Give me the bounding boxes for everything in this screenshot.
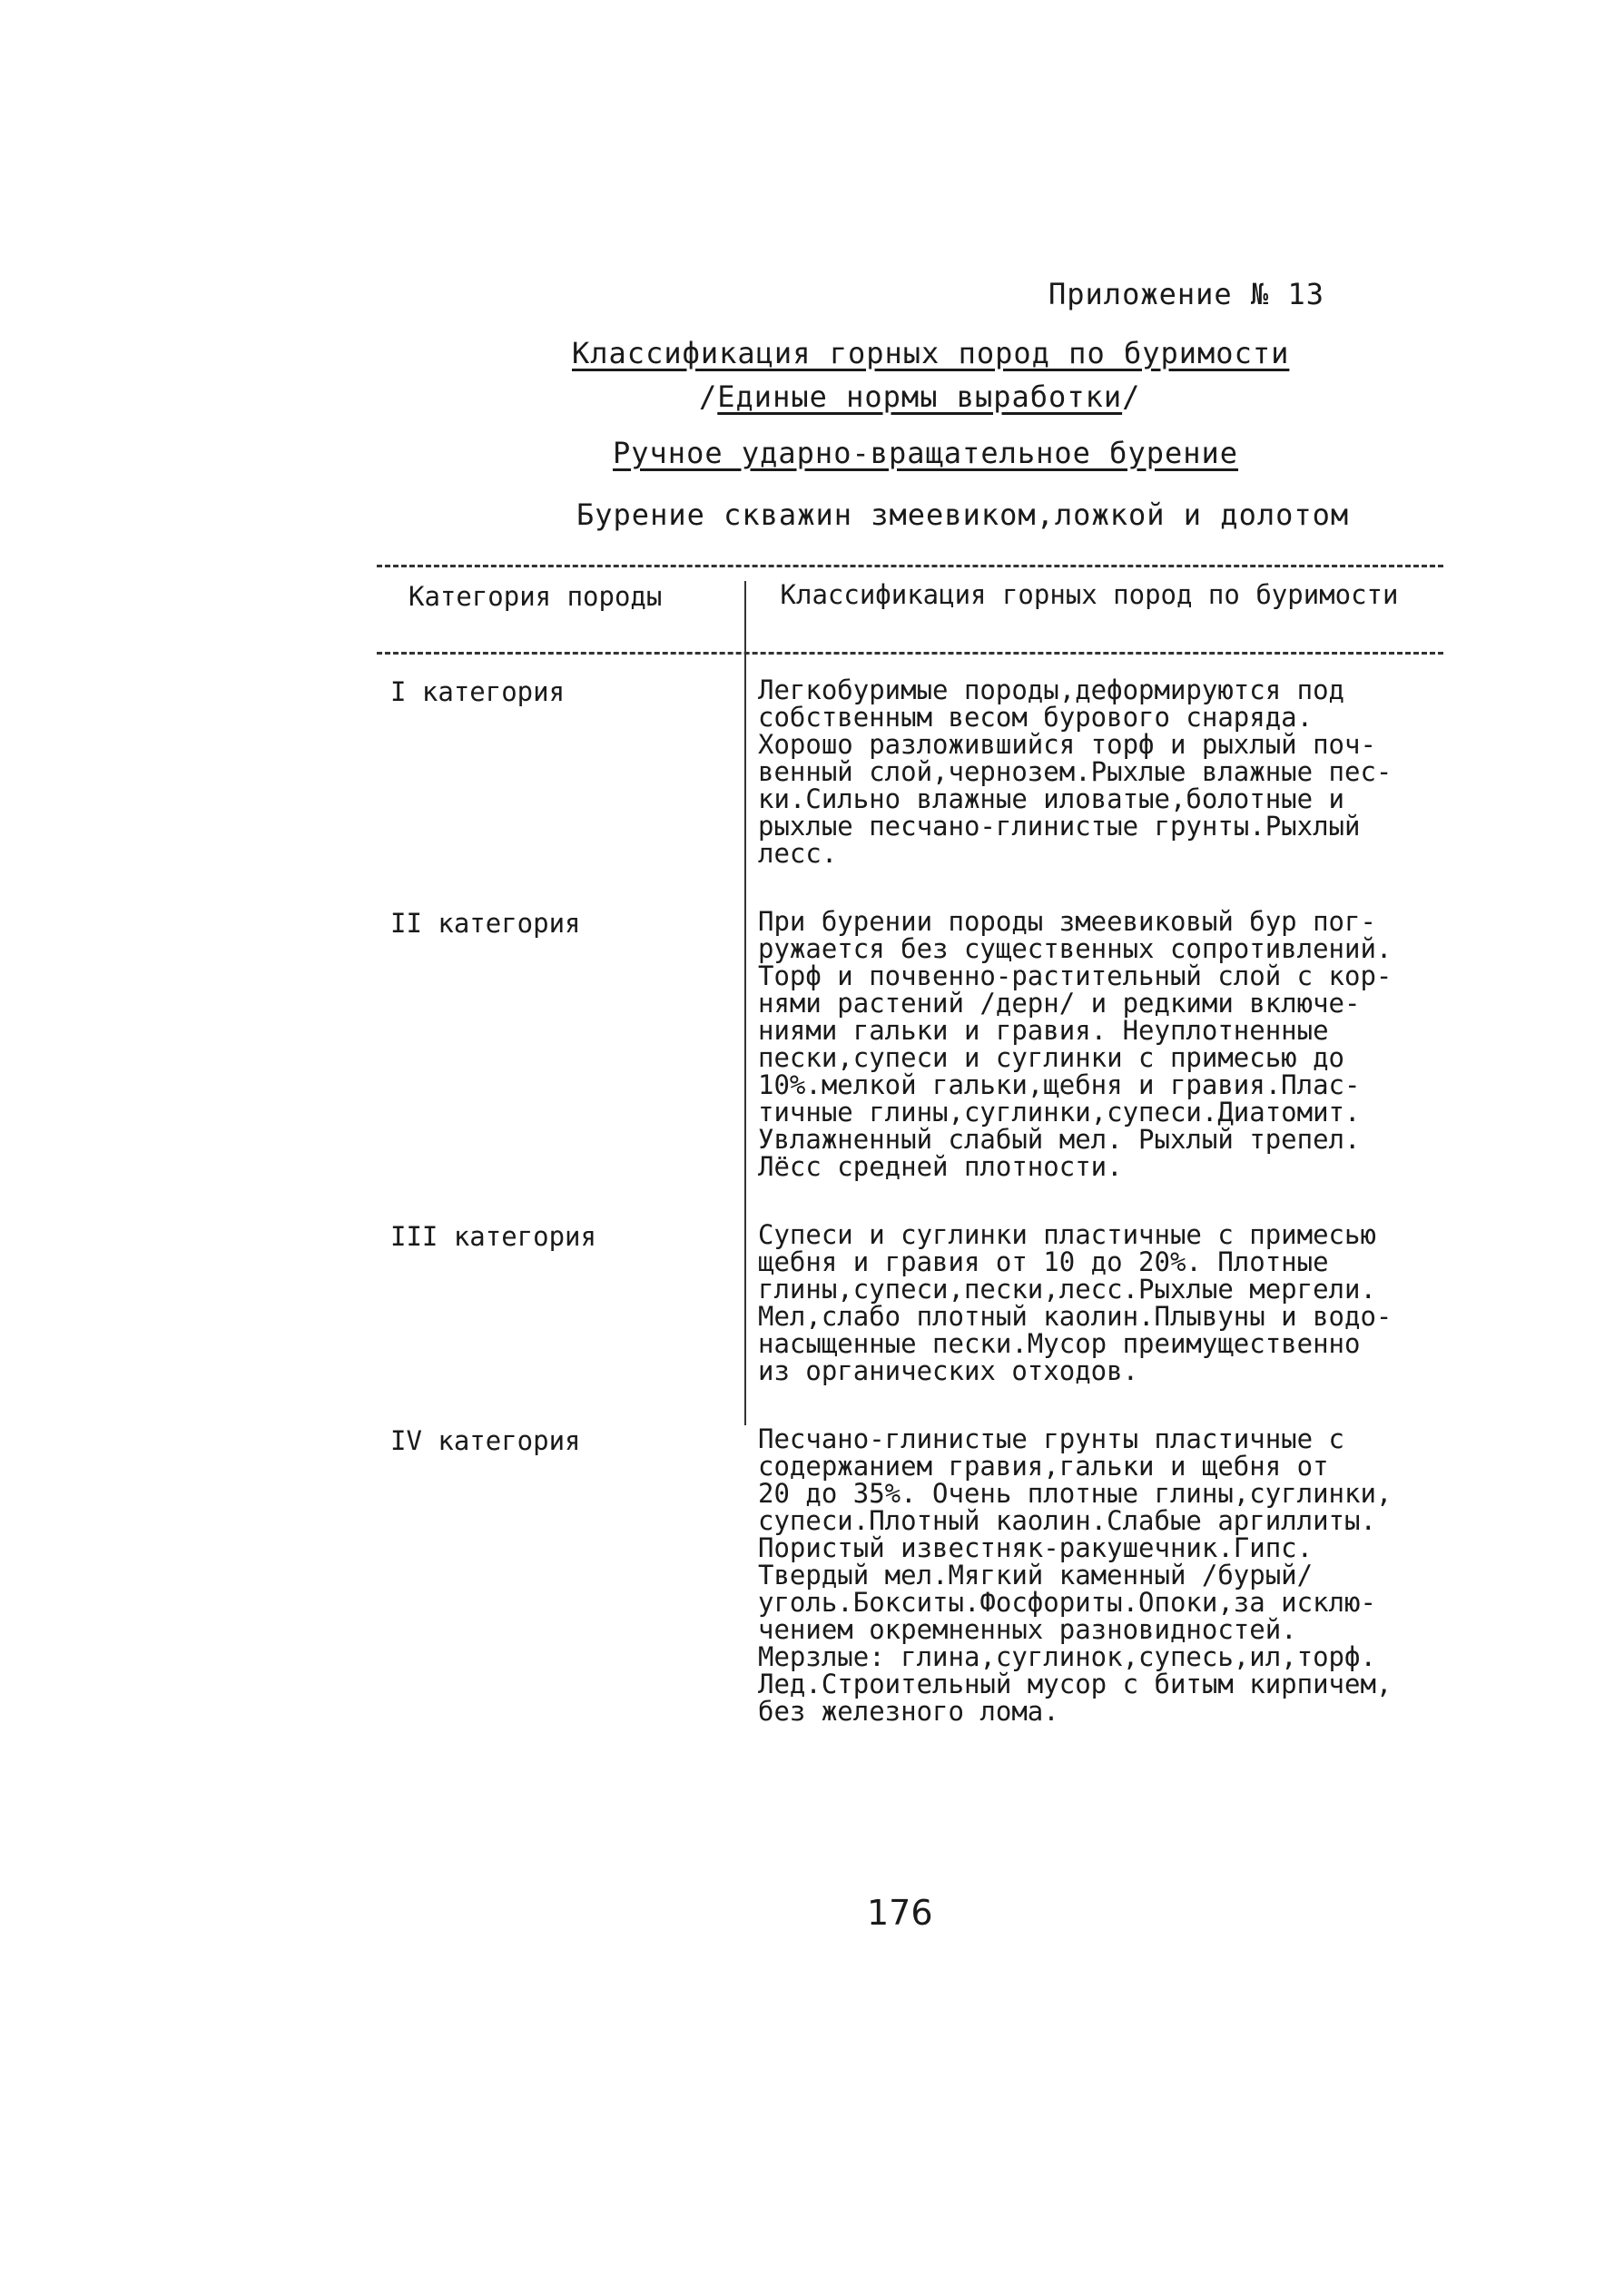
table-row-description: Легкобуримые породы,деформируются под собственным весом бурового снаряда. Хорошо разложившийся торф и рыхлый поч- венный слой,чернозем.Рыхлые влажные пес- ки.Сильно влажные иловатые,болотные и рыхлые песчано-глинистые грунты.Рыхлый лесс. [758, 675, 1393, 869]
document-title-source [699, 379, 1140, 414]
table-row-category: II категория [390, 908, 581, 939]
document-title: Классификация горных пород по буримости [572, 336, 1290, 370]
table-top-divider [377, 565, 1443, 567]
table-row-category: IV категория [390, 1425, 581, 1456]
table-row-description: Песчано-глинистые грунты пластичные с содержанием гравия,гальки и щебня от 20 до 35%. Очень плотные глины,суглинки, супеси.Плотный каолин.Слабые аргиллиты. Пористый известняк-ракушечник.Гипс. Твердый мел.Мягкий каменный /бурый/ уголь.Бокситы.Фосфориты.Опоки,за исклю- чением окремненных разновидностей. Мерзлые: глина,суглинок,супесь,ил,торф. Лед.Строительный мусор с битым кирпичем, без железного лома. [758, 1423, 1393, 1727]
source-name: Единые нормы выработки [717, 379, 1123, 414]
table-row-category: III категория [390, 1221, 596, 1252]
table-header-divider [377, 652, 1443, 655]
page-number: 176 [867, 1893, 933, 1933]
document-subtitle: Ручное ударно-вращательное бурение [613, 436, 1239, 470]
table-row-description: Супеси и суглинки пластичные с примесью щебня и гравия от 10 до 20%. Плотные глины,супеси,пески,лесс.Рыхлые мергели. Мел,слабо плотный каолин.Плывуны и водо- насыщенные пески.Мусор преимущественно из органических отходов. [758, 1219, 1393, 1386]
column-header-classification: Классификация горных пород по буримости [780, 579, 1399, 610]
source-prefix: / [699, 379, 718, 414]
table-row-description: При бурении породы змеевиковый бур пог- ружается без существенных сопротивлений. Торф и почвенно-растительный слой с кор- нями растений /дерн/ и редкими включе- ниями гальки и гравия. Неуплотненные пески,супеси и суглинки с примесью до 10%.мелкой гальки,щебня и гравия.Плас- тичные глины,суглинки,супеси.Диатомит. Увлажненный слабый мел. Рыхлый трепел. Лёсс средней плотности. [758, 906, 1393, 1182]
table-row-category: I категория [390, 676, 566, 707]
document-description: Бурение скважин змеевиком,ложкой и долотом [576, 497, 1350, 532]
appendix-label: Приложение № 13 [1048, 277, 1324, 311]
table-column-divider [744, 581, 746, 1425]
column-header-category: Категория породы [408, 581, 663, 612]
source-suffix: / [1122, 379, 1141, 414]
